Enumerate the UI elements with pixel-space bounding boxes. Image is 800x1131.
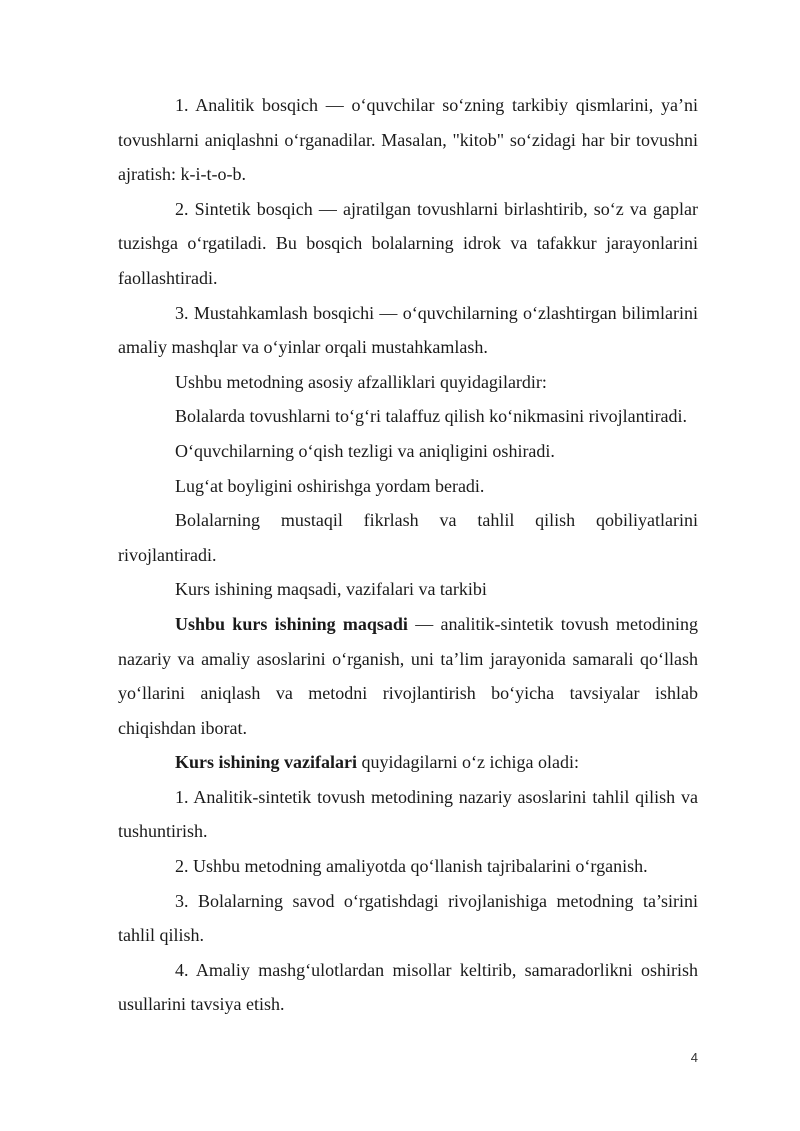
paragraph-consolidation-stage: 3. Mustahkamlash bosqichi — o‘quvchilarning o‘zlashtirgan bilimlarini amaliy mashqlar va o‘yinlar orqali mustahkamlash. <box>118 302 698 358</box>
course-goal-text: — analitik-sintetik tovush metodining nazariy va amaliy asoslarini o‘rganish, uni ta’lim jarayonida samarali qo‘llash yo‘llarini aniqlash va metodni rivojlantirish bo‘yicha tavsiyalar ishlab chiqishdan iborat. <box>118 613 698 738</box>
paragraph-task-1: 1. Analitik-sintetik tovush metodining nazariy asoslarini tahlil qilish va tushuntirish. <box>118 786 698 842</box>
paragraph-advantage-pronunciation: Bolalarda tovushlarni to‘g‘ri talaffuz qilish ko‘nikmasini rivojlantiradi. <box>175 406 688 427</box>
course-tasks-bold-label: Kurs ishining vazifalari <box>175 752 358 773</box>
course-tasks-text: quyidagilarni o‘z ichiga oladi: <box>357 752 579 773</box>
course-goal-bold-label: Ushbu kurs ishining maqsadi <box>175 613 408 634</box>
paragraph-course-goal <box>118 607 698 745</box>
paragraph-advantage-thinking: Bolalarning mustaqil fikrlash va tahlil qilish qobiliyatlarini rivojlantiradi. <box>118 510 698 565</box>
section-heading-course-aims: Kurs ishining maqsadi, vazifalari va tarkibi <box>175 579 487 600</box>
page-number: 4 <box>690 1050 698 1065</box>
page-body <box>118 88 698 1022</box>
paragraph-advantage-vocabulary: Lug‘at boyligini oshirishga yordam beradi. <box>175 475 485 496</box>
paragraph-course-tasks-intro <box>118 745 698 780</box>
paragraph-advantages-intro: Ushbu metodning asosiy afzalliklari quyidagilardir: <box>175 371 547 392</box>
paragraph-task-3: 3. Bolalarning savod o‘rgatishdagi rivojlanishiga metodning ta’sirini tahlil qilish. <box>118 890 698 946</box>
paragraph-analytic-stage: 1. Analitik bosqich — o‘quvchilar so‘zning tarkibiy qismlarini, ya’ni tovushlarni aniqlashni o‘rganadilar. Masalan, "kitob" so‘zidagi har bir tovushni ajratish: k-i-t-o-b. <box>118 95 698 185</box>
paragraph-synthetic-stage: 2. Sintetik bosqich — ajratilgan tovushlarni birlashtirib, so‘z va gaplar tuzishga o‘rgatiladi. Bu bosqich bolalarning idrok va tafakkur jarayonlarini faollashtiradi. <box>118 198 698 288</box>
paragraph-advantage-reading-speed: O‘quvchilarning o‘qish tezligi va aniqligini oshiradi. <box>175 440 555 461</box>
paragraph-task-4: 4. Amaliy mashg‘ulotlardan misollar keltirib, samaradorlikni oshirish usullarini tavsiya etish. <box>118 959 698 1015</box>
paragraph-task-2: 2. Ushbu metodning amaliyotda qo‘llanish tajribalarini o‘rganish. <box>175 856 648 877</box>
